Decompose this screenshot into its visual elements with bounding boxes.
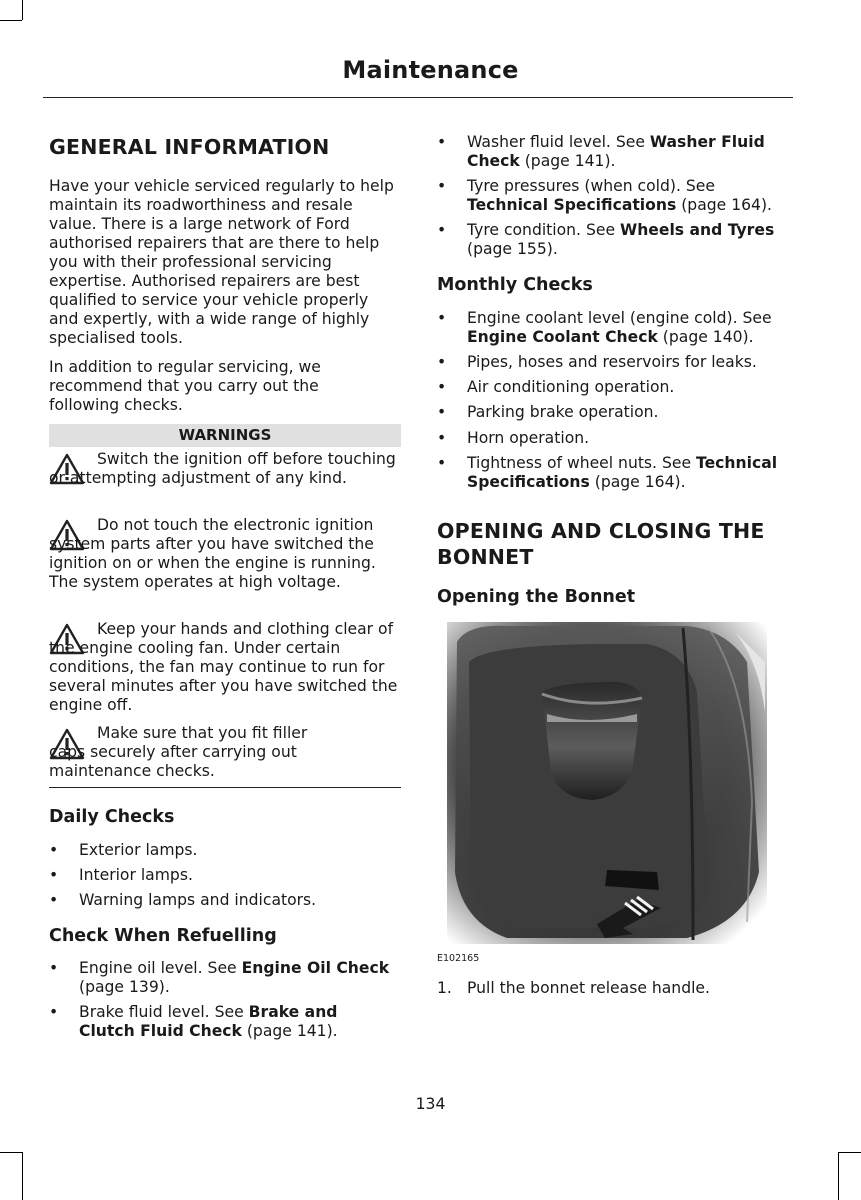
general-para-2: In addition to regular servicing, we recommend that you carry out the following checks.: [49, 358, 321, 414]
bonnet-heading: OPENING AND CLOSING THE BONNET: [437, 519, 765, 569]
bullet-icon: •: [437, 133, 447, 151]
cross-reference-link[interactable]: Engine Coolant Check: [467, 328, 658, 346]
bonnet-release-illustration: [447, 622, 767, 944]
warnings-end-divider: [49, 787, 401, 788]
step-number: 1.: [437, 979, 452, 997]
bullet-icon: •: [437, 454, 447, 472]
bullet-icon: •: [437, 221, 447, 239]
bullet-icon: •: [437, 429, 447, 447]
cross-reference-link[interactable]: Engine Oil Check: [241, 959, 390, 977]
bullet-icon: •: [437, 177, 447, 195]
cross-reference-link[interactable]: Technical Specifications: [467, 454, 778, 491]
warning-text-1: Switch the ignition off before touching or attempting adjustment of any kind.: [49, 450, 396, 487]
bullet-icon: •: [49, 866, 59, 884]
warning-text-3: Keep your hands and clothing clear of the engine cooling fan. Under certain conditions, the fan may continue to run for several minutes after you have switched the engine off.: [49, 620, 398, 714]
bullet-icon: •: [437, 309, 447, 327]
bullet-icon: •: [49, 959, 59, 977]
crop-mark: [22, 1152, 23, 1200]
bullet-icon: •: [437, 403, 447, 421]
cross-reference-link[interactable]: Brake and Clutch Fluid Check: [79, 1003, 338, 1040]
warning-text-2: Do not touch the electronic ignition system parts after you have switched the ignition on or when the engine is running. The system operates at high voltage.: [49, 516, 376, 591]
bullet-icon: •: [437, 378, 447, 396]
cross-reference-link[interactable]: Technical Specifications: [467, 196, 677, 214]
crop-mark: [0, 20, 22, 21]
cross-reference-link[interactable]: Wheels and Tyres: [620, 221, 775, 239]
daily-checks-heading: Daily Checks: [49, 807, 175, 827]
crop-mark: [838, 1152, 861, 1153]
cross-reference-link[interactable]: Washer Fluid Check: [467, 133, 765, 170]
refuelling-heading: Check When Refuelling: [49, 926, 277, 946]
monthly-checks-heading: Monthly Checks: [437, 275, 593, 295]
bullet-icon: •: [49, 891, 59, 909]
bullet-icon: •: [437, 353, 447, 371]
warning-text-4: Make sure that you fit filler caps securely after carrying out maintenance checks.: [49, 724, 308, 780]
general-heading: GENERAL INFORMATION: [49, 135, 330, 159]
crop-mark: [0, 1152, 22, 1153]
warnings-bar: WARNINGS: [49, 424, 401, 447]
page-title: Maintenance: [342, 56, 519, 84]
crop-mark: [838, 1152, 839, 1200]
figure-id: E102165: [437, 953, 480, 964]
crop-mark: [22, 0, 23, 20]
bullet-icon: •: [49, 1003, 59, 1021]
header-divider: [43, 97, 793, 98]
general-para-1: Have your vehicle serviced regularly to help maintain its roadworthiness and resale value. There is a large network of Ford authorised repairers that are there to help you with their professional servicing expertise. Authorised repairers are best qualified to service your vehicle properly and expertly, with a wide range of highly specialised tools.: [49, 177, 394, 347]
bullet-icon: •: [49, 841, 59, 859]
page-number: 134: [415, 1095, 446, 1113]
opening-bonnet-heading: Opening the Bonnet: [437, 587, 636, 607]
step-text: Pull the bonnet release handle.: [467, 979, 710, 997]
